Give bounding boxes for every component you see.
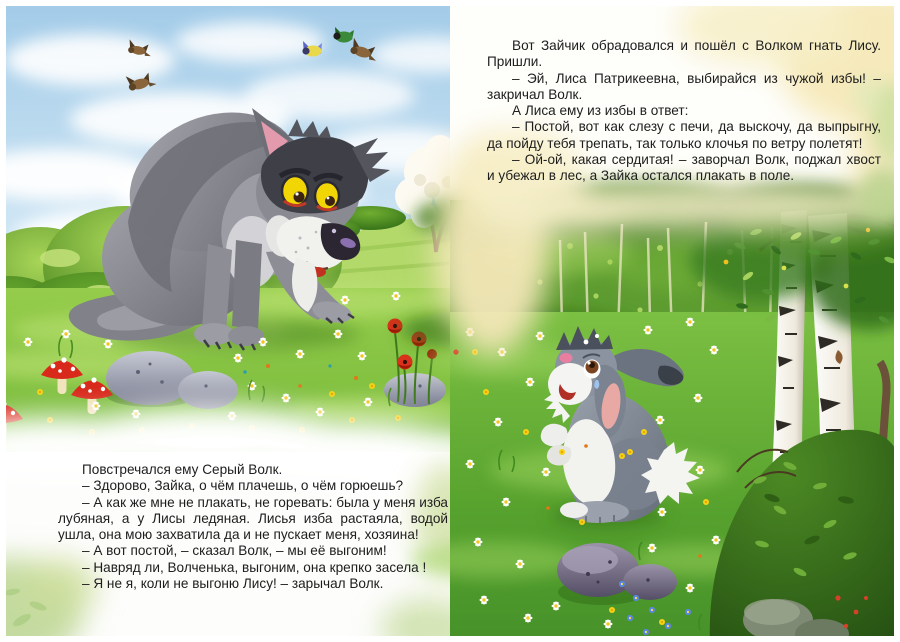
paragraph: – Эй, Лиса Патрикеевна, выбирайся из чужой избы! – закричал Волк. bbox=[487, 70, 881, 102]
left-page-text bbox=[58, 462, 448, 592]
paragraph: – Постой, вот как слезу с печи, да выскочу, да выпрыгну, да пойду тебя трепать, так только клочья по ветру полетят! bbox=[487, 119, 881, 151]
paragraph: – Здорово, Зайка, о чём плачешь, о чём горюешь? bbox=[82, 478, 404, 494]
rabbit-nose bbox=[560, 353, 573, 363]
right-page-text bbox=[487, 38, 881, 185]
paragraph: Вот Зайчик обрадовался и пошёл с Волком гнать Лису. Пришли. bbox=[487, 38, 881, 70]
paragraph: – Ой-ой, какая сердитая! – заворчал Волк, поджал хвост и убежал в лес, а Зайка остался плакать в поле. bbox=[487, 152, 881, 184]
paragraph: А Лиса ему из избы в ответ: bbox=[512, 103, 689, 119]
paragraph: – Навряд ли, Волченька, выгоним, она крепко засела ! bbox=[82, 559, 427, 575]
paragraph: Повстречался ему Серый Волк. bbox=[82, 462, 283, 477]
paragraph: – Я не я, коли не выгоню Лису! – зарычал Волк. bbox=[82, 576, 384, 592]
paragraph: – А как же мне не плакать, не горевать: была у меня изба лубяная, а у Лисы ледяная. Лисья изба растаяла, водой ушла, она мою захватила да и не пускает меня, хозяина! bbox=[58, 494, 448, 543]
paragraph: – А вот постой, – сказал Волк, – мы её выгоним! bbox=[82, 543, 387, 559]
rabbit-paw bbox=[541, 424, 568, 447]
